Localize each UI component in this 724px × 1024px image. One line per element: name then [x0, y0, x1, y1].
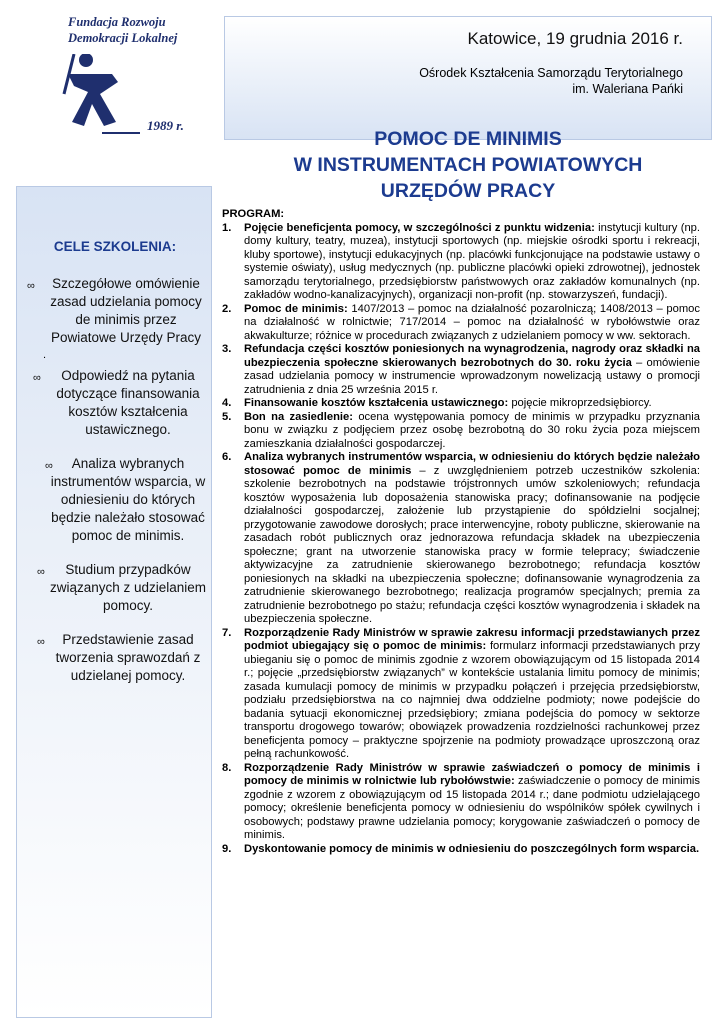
item-text: – z uwzględnieniem potrzeb uczestników szkolenia: szkolenie bezrobotnych na podstawie trójstronnych umów szkoleniowych; refundacja kosztów wyposażenia lub doposażenia stanowiska pracy; dofinansowanie na podjęcie działalności gospodarczej, założenie lub przystąpienie do spółdzielni socjalnej; przygotowanie zawodowe dorosłych; prace interwencyjne, roboty publiczne, skierowanie na zasadach robót publicznych oraz jednorazowa refundacja składek na ubezpieczenia społeczne; grant na utworzenie stanowiska pracy w formie telepracy; świadczenie aktywizacyjne za zatrudnienie skierowanego bezrobotnego; refundacja kosztów poniesionych na składki na ubezpieczenia społeczne; dofinansowanie wynagrodzenia za zatrudnienie skierowanego bezrobotnego; realizacja programów specjalnych; premia za zatrudnienie bezrobotnego po stażu; refundacja części kosztów wynagrodzenia i składek na ubezpieczenia społeczne.	[244, 464, 700, 625]
title-line-2: W INSTRUMENTACH POWIATOWYCH	[293, 154, 643, 176]
item-heading: Rozporządzenie Rady Ministrów w sprawie zakresu informacji przedstawianych przez podmiot ubiegający się o pomoc de minimis:	[244, 626, 700, 652]
goal-text: Analiza wybranych instrumentów wsparcia, w odniesieniu do których będzie należało stosować pomoc de minimis.	[50, 456, 206, 543]
item-heading: Pomoc de minimis:	[244, 302, 348, 315]
item-number: 6.	[222, 451, 232, 463]
program-section	[222, 208, 700, 856]
goal-item	[23, 367, 209, 439]
item-text: zaświadczenie o pomocy de minimis zgodnie z wzorem z obowiązującym od 15 listopada 2014 r.; dane podmiotu udzielającego pomocy; określenie beneficjenta pomocy w odniesieniu do wspólników spółek cywilnych i osobowych; podstawy prawne udzielania pomocy; korygowanie zaświadczeń o pomocy de minimis.	[244, 775, 700, 841]
item-heading: Bon na zasiedlenie:	[244, 410, 353, 423]
item-text: formularz informacji przedstawianych przy ubieganiu się o pomoc de minimis zgodnie z wzorem obowiązującym od 15 listopada 2014 r.; pojęcie „przedsiębiorstw związanych” w kontekście ustalania limitu pomocy de minimis; zasada kumulacji pomocy de minimis w przypadku połączeń i przejęcia przedsiębiorstw, podziału przedsiębiorstwa na co najmniej dwa oddzielne podmioty; nowe podejście do badania sytuacji ekonomicznej przedsiębiory; zmiana podejścia do pomocy w sektorze transportu drogowego towarów; obowiązek prowadzenia rozdzielności rachunkowej przez beneficjenta pomocy – praktyczne spojrzenie na podmioty prowadzące uproszczoną oraz pełną rachunkowość.	[244, 640, 700, 760]
stray-dot: .	[43, 349, 47, 361]
item-text: 1407/2013 – pomoc na działalność pozarolniczą; 1408/2013 – pomoc na działalność w rolnictwie; 717/2014 – pomoc na działalność w rybołówstwie oraz akwakulturze; różnice w procedurach związanych z udzielaniem pomocy w ww. sektorach.	[244, 302, 700, 342]
program-item	[222, 343, 700, 397]
page-title	[226, 126, 710, 204]
item-text: pojęcie mikroprzedsiębiorcy.	[508, 397, 652, 409]
logo-year: 1989 r.	[147, 118, 184, 133]
goals-title: CELE SZKOLENIA:	[53, 239, 177, 254]
goal-item	[23, 561, 209, 615]
goal-item	[23, 455, 209, 545]
goals-sidebar	[16, 186, 212, 1018]
item-heading: Finansowanie kosztów kształcenia ustawicznego:	[244, 397, 509, 409]
title-line-1: POMOC DE MINIMIS	[374, 128, 562, 150]
training-center	[419, 65, 683, 97]
center-name: Ośrodek Kształcenia Samorządu Terytorialnego	[419, 66, 683, 80]
program-item	[222, 303, 700, 344]
program-item	[222, 451, 700, 627]
item-heading: Refundacja części kosztów poniesionych na wynagrodzenia, nagrody oraz składki na ubezpieczenia społeczne skierowanych bezrobotnych do 30. roku życia	[244, 343, 700, 369]
program-item	[222, 222, 700, 303]
item-number: 9.	[222, 842, 232, 855]
item-text: ocena występowania pomocy de minimis w przypadku przyznania bonu w związku z podjęciem przez osobę bezrobotną do 30 roku życia poza miejscem zamieszkania działalności gospodarczej.	[244, 410, 700, 450]
foundation-logo	[60, 14, 210, 144]
logo-figure-icon	[60, 54, 140, 134]
item-heading: Dyskontowanie pomocy de minimis w odniesieniu do poszczególnych form wsparcia.	[244, 842, 700, 855]
goal-text: Odpowiedź na pytania dotyczące finansowania kosztów kształcenia ustawicznego.	[56, 368, 200, 437]
item-number: 3.	[222, 343, 232, 355]
item-number: 8.	[222, 761, 232, 774]
header-box	[224, 16, 712, 140]
program-item	[222, 411, 700, 452]
infinity-bullet-icon: ∞	[27, 280, 35, 292]
item-text: instytucji kultury (np. domy kultury, teatry, muzea), instytucji sportowych (np. miejskie ośrodki sportu i rekreacji, kluby sportowe), instytucji edukacyjnych (np. placówki funkcjonujące na podstawie ustawy o systemie oświaty), usług medycznych (np. publiczne placówki opieki zdrowotnej), jednostek samorządu terytorialnego, przedsiębiorstw państwowych oraz zakładów komunalnych (np. zakładów wodno-kanalizacyjnych), organizacji non-profit (np. stowarzyszeń, fundacji).	[244, 221, 700, 301]
infinity-bullet-icon: ∞	[33, 372, 41, 384]
item-heading: Pojęcie beneficjenta pomocy, w szczególności z punktu widzenia:	[244, 221, 595, 234]
program-item	[222, 397, 700, 411]
goal-text: Studium przypadków związanych z udzielaniem pomocy.	[49, 562, 207, 613]
center-patron: im. Waleriana Pańki	[572, 82, 683, 96]
program-item	[222, 627, 700, 762]
item-number: 1.	[222, 221, 232, 234]
program-item	[222, 762, 700, 843]
item-number: 4.	[222, 397, 232, 409]
logo-name: Fundacja Rozwoju Demokracji Lokalnej	[68, 15, 178, 45]
goal-text: Przedstawienie zasad tworzenia sprawozdań z udzielanej pomocy.	[55, 632, 201, 683]
city-date: Katowice, 19 grudnia 2016 r.	[467, 29, 683, 48]
infinity-bullet-icon: ∞	[37, 566, 45, 578]
item-number: 7.	[222, 626, 232, 639]
item-heading: Analiza wybranych instrumentów wsparcia, w odniesieniu do których będzie należało stosować pomoc de minimis	[244, 451, 700, 477]
program-label: PROGRAM:	[222, 208, 285, 220]
goal-text: Szczegółowe omówienie zasad udzielania pomocy de minimis przez Powiatowe Urzędy Pracy	[50, 276, 202, 345]
item-number: 5.	[222, 410, 232, 423]
item-heading: Rozporządzenie Rady Ministrów w sprawie zaświadczeń o pomocy de minimis i pomocy de minimis w rolnictwie lub rybołówstwie:	[244, 761, 700, 787]
goal-item	[23, 275, 209, 347]
program-item	[222, 843, 700, 857]
item-number: 2.	[222, 302, 232, 315]
infinity-bullet-icon: ∞	[37, 636, 45, 648]
program-list	[222, 222, 700, 857]
item-text: – omówienie zasad udzielania pomocy w instrumencie wprowadzonym nowelizacją ustawy o promocji zatrudnienia z dnia 25 września 2015 r.	[244, 356, 700, 396]
title-line-3: URZĘDÓW PRACY	[380, 180, 556, 202]
infinity-bullet-icon: ∞	[45, 460, 53, 472]
goal-item	[23, 631, 209, 685]
